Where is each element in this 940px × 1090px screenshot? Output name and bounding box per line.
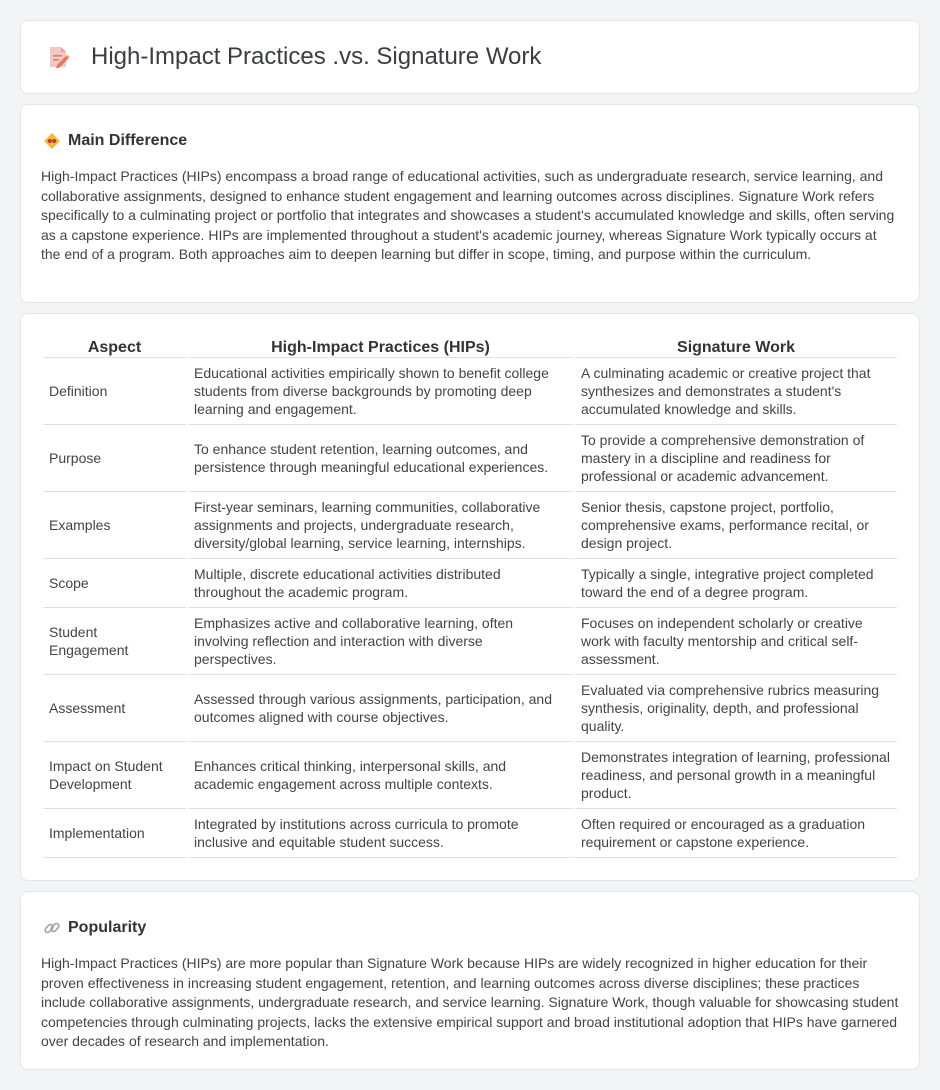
page-title: High-Impact Practices .vs. Signature Work	[91, 43, 542, 70]
comparison-table-card	[20, 313, 920, 881]
popularity-text: High-Impact Practices (HIPs) are more popular than Signature Work because HIPs are widely recognized in higher education for their proven effectiveness in increasing student engagement, retention, and learning outcomes across diverse disciplines; these practices include collaborative assignments, undergraduate research, and service learning. Signature Work, though valuable for showcasing student competencies through culminating projects, lacks the extensive empirical support and broad institutional adoption that HIPs have garnered over decades of research and implementation.	[41, 955, 899, 1049]
cell-hip: Educational activities empirically shown to benefit college students from diverse backgrounds by promoting deep learning and engagement.	[188, 358, 573, 425]
cell-aspect: Assessment	[43, 675, 186, 742]
table-row	[43, 675, 897, 742]
cell-signature: Often required or encouraged as a graduation requirement or capstone experience.	[575, 809, 897, 858]
cell-hip: Assessed through various assignments, participation, and outcomes aligned with course objectives.	[188, 675, 573, 742]
cell-hip: Integrated by institutions across curricula to promote inclusive and equitable student success.	[188, 809, 573, 858]
cell-aspect: Examples	[43, 492, 186, 559]
header-hips: High-Impact Practices (HIPs)	[188, 336, 573, 358]
cell-hip: Enhances critical thinking, interpersonal skills, and academic engagement across multiple contexts.	[188, 742, 573, 809]
table-header-row	[43, 336, 897, 358]
cell-signature: Focuses on independent scholarly or creative work with faculty mentorship and critical self-assessment.	[575, 608, 897, 675]
cell-hip: First-year seminars, learning communities, collaborative assignments and projects, undergraduate research, diversity/global learning, service learning, internships.	[188, 492, 573, 559]
table-row	[43, 608, 897, 675]
cell-aspect: Student Engagement	[43, 608, 186, 675]
table-row	[43, 425, 897, 492]
cell-signature: Typically a single, integrative project completed toward the end of a degree program.	[575, 559, 897, 608]
table-row	[43, 742, 897, 809]
table-row	[43, 809, 897, 858]
document-pencil-icon	[45, 44, 71, 70]
header-card	[20, 20, 920, 94]
main-difference-text: High-Impact Practices (HIPs) encompass a broad range of educational activities, such as undergraduate research, service learning, and collaborative assignments, designed to enhance student engagement and learning outcomes across disciplines. Signature Work refers specifically to a culminating project or portfolio that integrates and showcases a student's accumulated knowledge and skills, often serving as a capstone experience. HIPs are implemented throughout a student's academic journey, whereas Signature Work typically occurs at the end of a program. Both approaches aim to deepen learning but differ in scope, timing, and purpose within the curriculum.	[41, 168, 895, 262]
cell-hip: Emphasizes active and collaborative learning, often involving reflection and interaction with diverse perspectives.	[188, 608, 573, 675]
header-signature-work: Signature Work	[575, 336, 897, 358]
cell-aspect: Impact on Student Development	[43, 742, 186, 809]
cell-signature: A culminating academic or creative project that synthesizes and demonstrates a student's accumulated knowledge and skills.	[575, 358, 897, 425]
table-row	[43, 559, 897, 608]
cell-signature: Senior thesis, capstone project, portfolio, comprehensive exams, performance recital, or design project.	[575, 492, 897, 559]
link-icon	[43, 919, 61, 937]
comparison-table	[41, 336, 899, 858]
main-difference-heading: Main Difference	[68, 132, 188, 149]
table-row	[43, 358, 897, 425]
header-aspect: Aspect	[43, 336, 186, 358]
cell-hip: To enhance student retention, learning outcomes, and persistence through meaningful educational experiences.	[188, 425, 573, 492]
popularity-heading: Popularity	[68, 919, 147, 936]
cell-aspect: Implementation	[43, 809, 186, 858]
cell-hip: Multiple, discrete educational activities distributed throughout the academic program.	[188, 559, 573, 608]
cell-signature: Evaluated via comprehensive rubrics measuring synthesis, originality, depth, and professional quality.	[575, 675, 897, 742]
cell-aspect: Purpose	[43, 425, 186, 492]
cell-signature: To provide a comprehensive demonstration of mastery in a discipline and readiness for professional or academic advancement.	[575, 425, 897, 492]
puzzle-badge-icon	[43, 132, 61, 150]
main-difference-section	[20, 104, 920, 303]
cell-aspect: Scope	[43, 559, 186, 608]
cell-signature: Demonstrates integration of learning, professional readiness, and personal growth in a meaningful product.	[575, 742, 897, 809]
popularity-section	[20, 891, 920, 1070]
cell-aspect: Definition	[43, 358, 186, 425]
table-row	[43, 492, 897, 559]
